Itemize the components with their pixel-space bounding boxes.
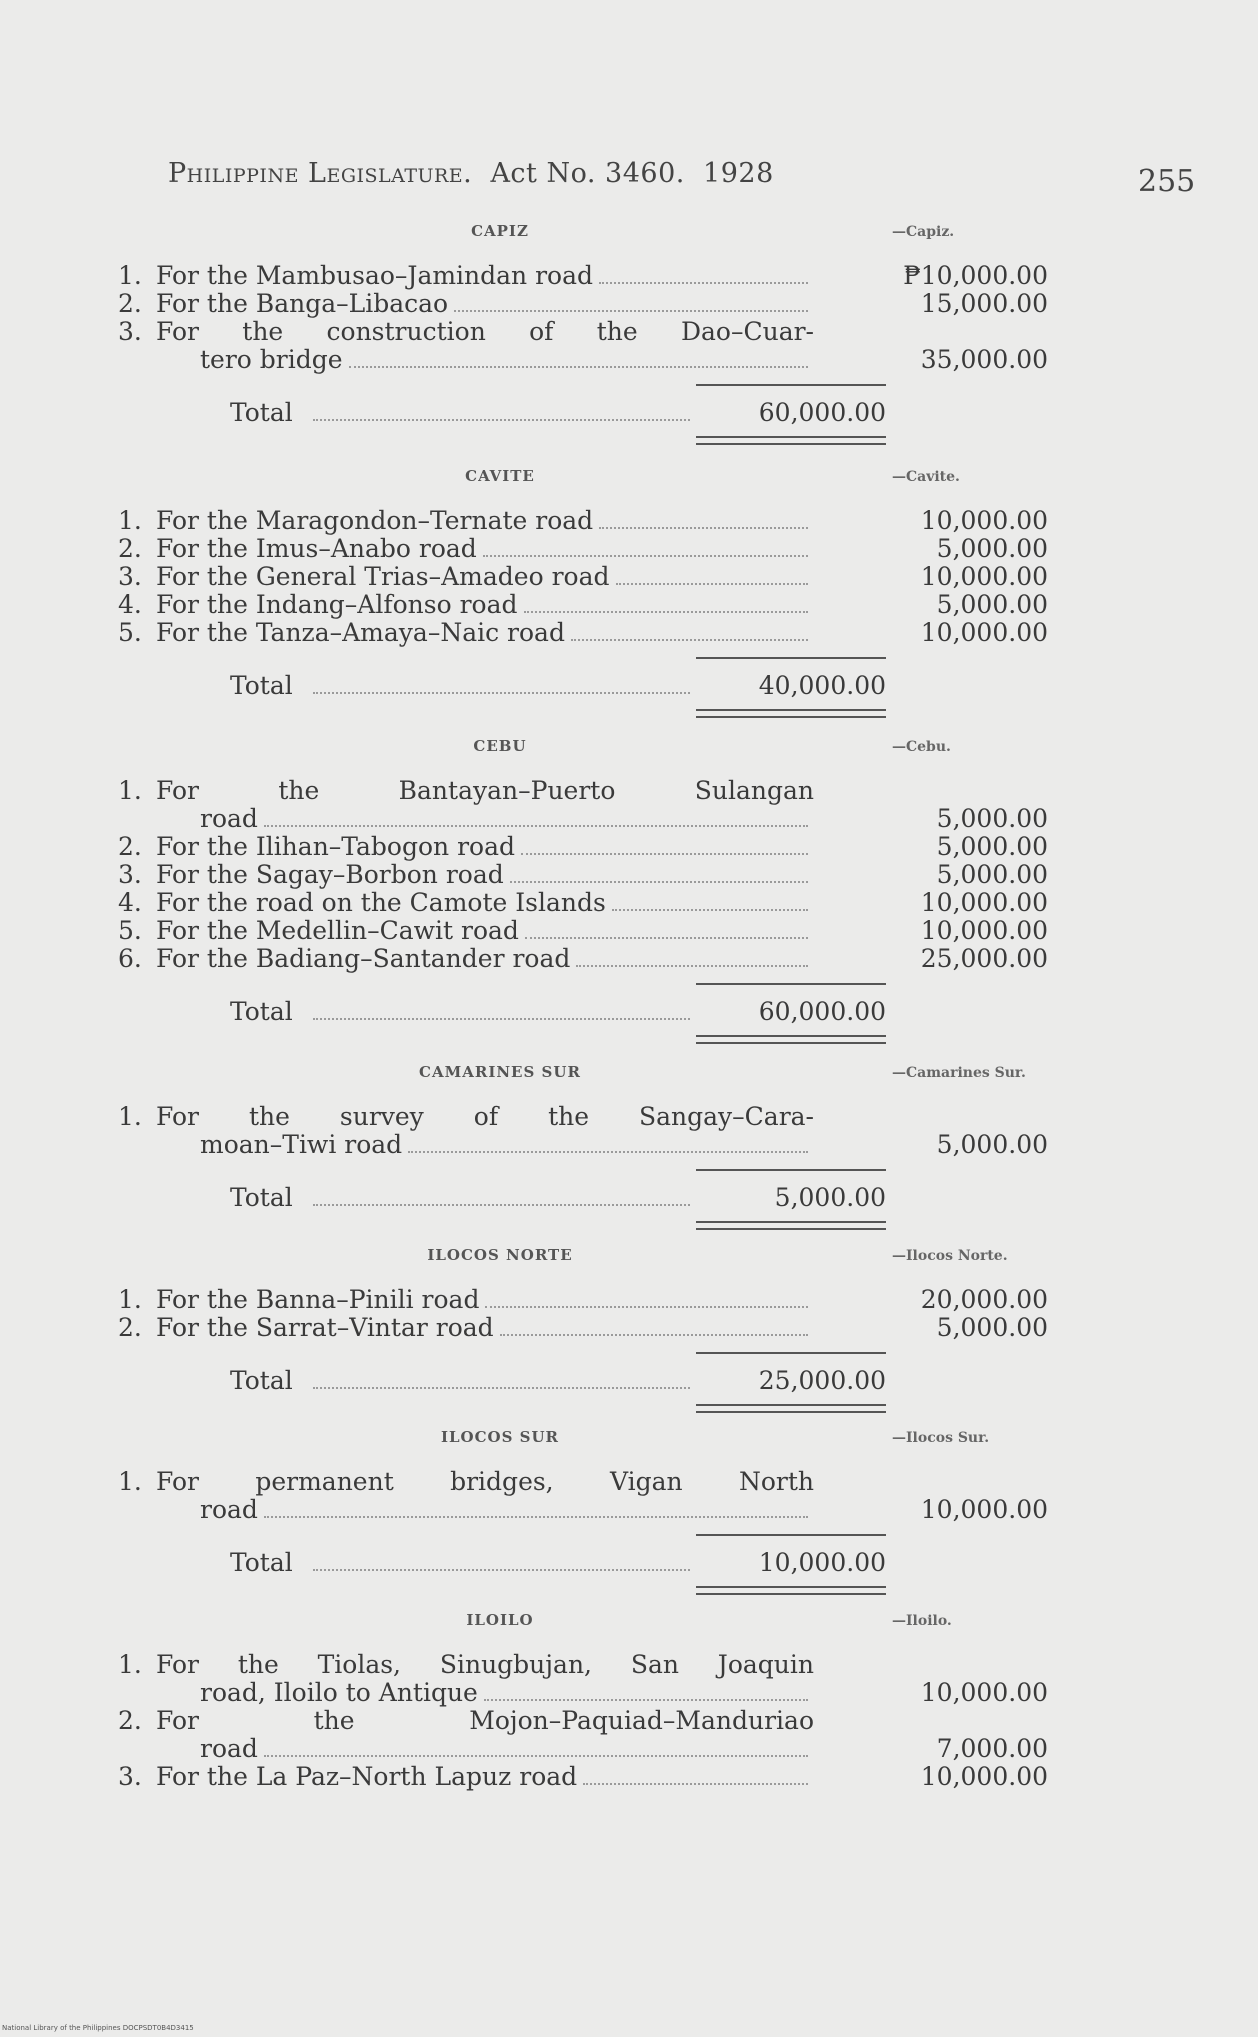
item-text: For the Maragondon–Ternate road: [156, 506, 594, 535]
total-row: [230, 1548, 886, 1577]
page-number: 255: [1138, 164, 1196, 199]
list-item: [118, 776, 1048, 833]
item-text: road: [200, 1495, 258, 1524]
running-header: [168, 158, 774, 189]
item-text: road, Iloilo to Antique: [200, 1678, 478, 1707]
item-number: 3.: [118, 317, 142, 346]
list-item: [118, 860, 1048, 889]
item-amount: 5,000.00: [936, 534, 1048, 563]
item-list: [118, 506, 1048, 647]
item-text: For the Tiolas, Sinugbujan, San Joaquin: [156, 1650, 814, 1679]
item-number: 2.: [118, 1706, 142, 1735]
item-list: [118, 261, 1048, 374]
item-amount: 10,000.00: [920, 1762, 1048, 1791]
leader-dots: [313, 1204, 690, 1206]
item-amount: 10,000.00: [920, 562, 1048, 591]
total-label: Total: [230, 671, 293, 700]
total-amount: 60,000.00: [758, 398, 886, 427]
item-amount: ₱10,000.00: [903, 261, 1048, 290]
item-number: 4.: [118, 590, 142, 619]
margin-note: —Ilocos Norte.: [892, 1248, 1008, 1264]
leader-dots: [349, 366, 808, 368]
list-item: [118, 1762, 1048, 1791]
list-item: [118, 1285, 1048, 1314]
item-text: For the Tanza–Amaya–Naic road: [156, 618, 565, 647]
item-number: 3.: [118, 562, 142, 591]
item-list: [118, 1467, 1048, 1524]
leader-dots: [313, 1387, 690, 1389]
total-label: Total: [230, 997, 293, 1026]
item-number: 1.: [118, 506, 142, 535]
leader-dots: [484, 1699, 808, 1701]
leader-dots: [313, 1018, 690, 1020]
item-text: For the Ilihan–Tabogon road: [156, 832, 515, 861]
item-number: 2.: [118, 1313, 142, 1342]
header-year: 1928: [703, 158, 774, 189]
leader-dots: [313, 1569, 690, 1571]
leader-dots: [454, 310, 808, 312]
total-label: Total: [230, 1548, 293, 1577]
leader-dots: [616, 583, 808, 585]
total-amount: 10,000.00: [758, 1548, 886, 1577]
item-number: 1.: [118, 261, 142, 290]
item-text: For the Banna–Pinili road: [156, 1285, 480, 1314]
list-item: [118, 832, 1048, 861]
item-text: For the Medellin–Cawit road: [156, 916, 519, 945]
list-item: [118, 888, 1048, 917]
item-text: For the Bantayan–Puerto Sulangan: [156, 776, 814, 805]
item-number: 1.: [118, 1285, 142, 1314]
item-number: 2.: [118, 534, 142, 563]
margin-note: —Iloilo.: [892, 1613, 952, 1629]
item-amount: 10,000.00: [920, 1678, 1048, 1707]
section-title: CAPIZ: [471, 222, 529, 240]
margin-note: —Cavite.: [892, 469, 960, 485]
total-amount: 40,000.00: [758, 671, 886, 700]
list-item: [118, 944, 1048, 973]
subtotal-rule: [696, 1534, 886, 1536]
leader-dots: [524, 611, 809, 613]
item-text: For the construction of the Dao–Cuar-: [156, 317, 814, 346]
total-amount: 60,000.00: [758, 997, 886, 1026]
item-number: 5.: [118, 916, 142, 945]
leader-dots: [612, 909, 808, 911]
section-title: CAVITE: [465, 467, 535, 485]
item-amount: 5,000.00: [936, 1130, 1048, 1159]
total-label: Total: [230, 1183, 293, 1212]
item-amount: 10,000.00: [920, 618, 1048, 647]
subtotal-rule: [696, 1169, 886, 1171]
total-double-rule: [696, 709, 886, 718]
item-text: For the Badiang–Santander road: [156, 944, 571, 973]
leader-dots: [264, 1755, 808, 1757]
leader-dots: [483, 555, 808, 557]
item-text: For permanent bridges, Vigan North: [156, 1467, 814, 1496]
list-item: [118, 916, 1048, 945]
section-title: ILOCOS SUR: [440, 1428, 560, 1446]
subtotal-rule: [696, 983, 886, 985]
total-row: [230, 1366, 886, 1395]
total-double-rule: [696, 1221, 886, 1230]
leader-dots: [500, 1334, 808, 1336]
list-item: [118, 1650, 1048, 1707]
leader-dots: [599, 527, 808, 529]
leader-dots: [313, 692, 690, 694]
item-number: 2.: [118, 832, 142, 861]
leader-dots: [571, 639, 808, 641]
subtotal-rule: [696, 1352, 886, 1354]
section-title: ILOCOS NORTE: [427, 1246, 573, 1264]
total-double-rule: [696, 1404, 886, 1413]
leader-dots: [525, 937, 808, 939]
leader-dots: [510, 881, 808, 883]
section-title: CEBU: [473, 737, 527, 755]
total-amount: 25,000.00: [758, 1366, 886, 1395]
item-number: 3.: [118, 1762, 142, 1791]
item-text: For the General Trias–Amadeo road: [156, 562, 610, 591]
item-list: [118, 776, 1048, 973]
total-double-rule: [696, 436, 886, 445]
item-amount: 5,000.00: [936, 590, 1048, 619]
total-row: [230, 997, 886, 1026]
item-number: 1.: [118, 776, 142, 805]
margin-note: —Camarines Sur.: [892, 1065, 1026, 1081]
leader-dots: [313, 419, 690, 421]
item-text: tero bridge: [200, 345, 343, 374]
list-item: [118, 261, 1048, 290]
list-item: [118, 289, 1048, 318]
total-row: [230, 398, 886, 427]
leader-dots: [485, 1306, 808, 1308]
item-amount: 10,000.00: [920, 888, 1048, 917]
item-number: 3.: [118, 860, 142, 889]
margin-note: —Ilocos Sur.: [892, 1430, 990, 1446]
item-text: For the Mambusao–Jamindan road: [156, 261, 594, 290]
leader-dots: [264, 1516, 808, 1518]
total-amount: 5,000.00: [774, 1183, 886, 1212]
item-text: For the road on the Camote Islands: [156, 888, 606, 917]
header-title: Philippine Legislature.: [168, 158, 473, 189]
item-text: For the Sarrat–Vintar road: [156, 1313, 494, 1342]
item-text: For the Imus–Anabo road: [156, 534, 477, 563]
section-title: ILOILO: [466, 1611, 534, 1629]
item-text: road: [200, 804, 258, 833]
leader-dots: [521, 853, 808, 855]
list-item: [118, 317, 1048, 374]
leader-dots: [264, 825, 808, 827]
item-amount: 5,000.00: [936, 860, 1048, 889]
list-item: [118, 1313, 1048, 1342]
item-text: For the Sagay–Borbon road: [156, 860, 504, 889]
item-amount: 35,000.00: [920, 345, 1048, 374]
item-amount: 10,000.00: [920, 506, 1048, 535]
list-item: [118, 562, 1048, 591]
item-number: 1.: [118, 1102, 142, 1131]
item-text: For the La Paz–North Lapuz road: [156, 1762, 578, 1791]
item-number: 1.: [118, 1467, 142, 1496]
item-amount: 5,000.00: [936, 1313, 1048, 1342]
list-item: [118, 1102, 1048, 1159]
list-item: [118, 506, 1048, 535]
list-item: [118, 1706, 1048, 1763]
total-row: [230, 671, 886, 700]
item-amount: 20,000.00: [920, 1285, 1048, 1314]
leader-dots: [576, 965, 808, 967]
total-double-rule: [696, 1586, 886, 1595]
item-number: 6.: [118, 944, 142, 973]
item-amount: 15,000.00: [920, 289, 1048, 318]
subtotal-rule: [696, 384, 886, 386]
footer-credit: National Library of the Philippines DOCPSDT0B4D3415: [2, 2024, 194, 2032]
item-amount: 5,000.00: [936, 832, 1048, 861]
item-amount: 10,000.00: [920, 1495, 1048, 1524]
total-double-rule: [696, 1035, 886, 1044]
margin-note: —Cebu.: [892, 739, 951, 755]
item-text: moan–Tiwi road: [200, 1130, 403, 1159]
leader-dots: [583, 1783, 808, 1785]
header-act: Act No. 3460.: [490, 158, 685, 189]
item-list: [118, 1650, 1048, 1791]
item-amount: 5,000.00: [936, 804, 1048, 833]
margin-note: —Capiz.: [892, 224, 955, 240]
list-item: [118, 590, 1048, 619]
item-text: For the Indang–Alfonso road: [156, 590, 518, 619]
item-text: For the survey of the Sangay–Cara-: [156, 1102, 814, 1131]
leader-dots: [408, 1151, 808, 1153]
section-title: CAMARINES SUR: [419, 1063, 581, 1081]
item-number: 1.: [118, 1650, 142, 1679]
leader-dots: [599, 282, 808, 284]
total-row: [230, 1183, 886, 1212]
item-list: [118, 1285, 1048, 1342]
item-amount: 10,000.00: [920, 916, 1048, 945]
list-item: [118, 618, 1048, 647]
total-label: Total: [230, 398, 293, 427]
item-amount: 25,000.00: [920, 944, 1048, 973]
subtotal-rule: [696, 657, 886, 659]
list-item: [118, 534, 1048, 563]
item-text: For the Mojon–Paquiad–Manduriao: [156, 1706, 814, 1735]
item-number: 5.: [118, 618, 142, 647]
item-amount: 7,000.00: [936, 1734, 1048, 1763]
item-text: road: [200, 1734, 258, 1763]
item-number: 2.: [118, 289, 142, 318]
item-list: [118, 1102, 1048, 1159]
total-label: Total: [230, 1366, 293, 1395]
item-number: 4.: [118, 888, 142, 917]
list-item: [118, 1467, 1048, 1524]
item-text: For the Banga–Libacao: [156, 289, 449, 318]
